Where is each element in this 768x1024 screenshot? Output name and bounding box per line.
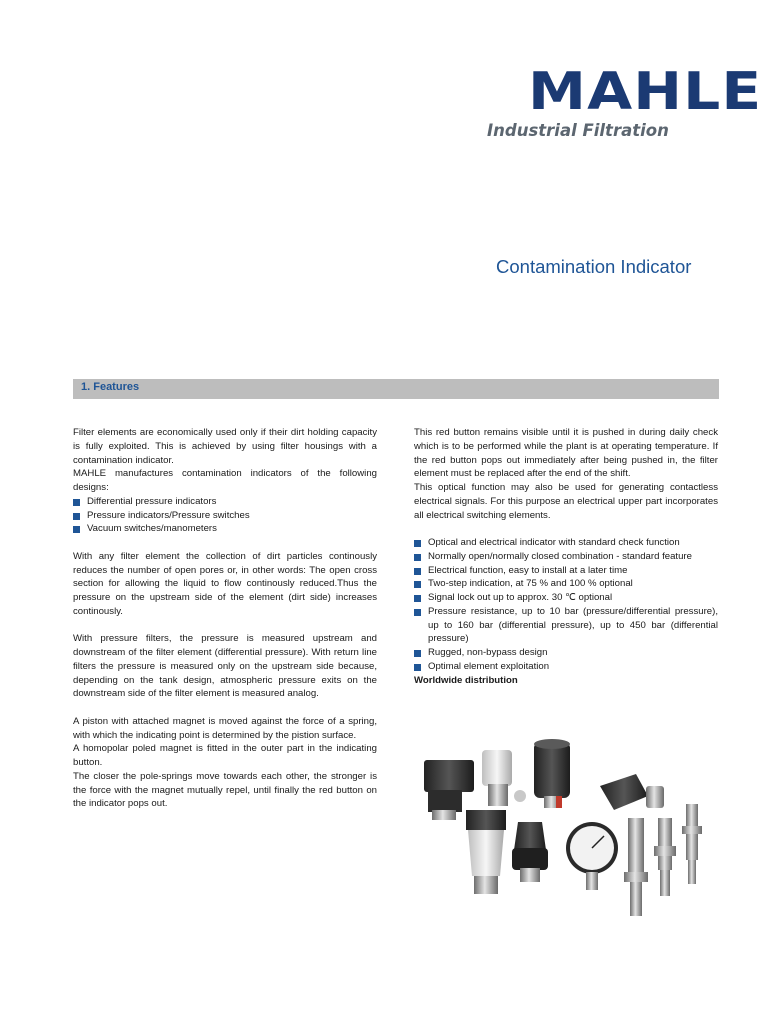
bullet-square-icon xyxy=(73,499,80,506)
paragraph: A homopolar poled magnet is fitted in the outer part in the indicating button. xyxy=(73,743,377,768)
design-list xyxy=(73,495,377,536)
list-item-label: Optical and electrical indicator with standard check function xyxy=(428,537,680,548)
document-title: Contamination Indicator xyxy=(496,256,692,277)
paragraph: MAHLE manufactures contamination indicators of the following designs: xyxy=(73,468,377,493)
bullet-square-icon xyxy=(414,650,421,657)
pressure-switch-icon xyxy=(466,810,506,894)
list-item-label: Electrical function, easy to install at a later time xyxy=(428,564,628,576)
metal-cartridge-icon xyxy=(654,818,676,896)
bullet-square-icon xyxy=(73,526,80,533)
list-item xyxy=(73,509,377,523)
list-item xyxy=(414,605,718,646)
distribution-heading: Worldwide distribution xyxy=(414,674,518,686)
paragraph: Filter elements are economically used only if their dirt holding capacity is fully exploited. This is achieved by using filter housings with a contamination indicator. xyxy=(73,427,377,466)
list-item xyxy=(414,591,718,605)
metal-cartridge-icon xyxy=(624,818,648,916)
bullet-square-icon xyxy=(414,554,421,561)
manometer-icon xyxy=(566,822,618,890)
list-item-label: Normally open/normally closed combination - standard feature xyxy=(428,550,692,562)
list-item-label: Differential pressure indicators xyxy=(87,495,217,507)
list-item xyxy=(414,577,718,591)
list-item-label: Pressure indicators/Pressure switches xyxy=(87,509,250,521)
paragraph: A piston with attached magnet is moved against the force of a spring, with which the indicating point is determined by the pistion surface. xyxy=(73,715,377,741)
bullet-square-icon xyxy=(73,513,80,520)
vented-indicator-icon xyxy=(512,822,548,882)
electrical-switch-icon xyxy=(600,774,664,810)
list-item xyxy=(414,564,718,578)
paragraph: This optical function may also be used for generating contactless electrical signals. For this purpose an electrical upper part incorporates all electrical switching elements. xyxy=(414,482,718,521)
list-item-label: Signal lock out up to approx. 30 ℃ optional xyxy=(428,592,613,603)
brand-logo: MAHLE xyxy=(528,62,763,122)
list-item-label: Rugged, non-bypass design xyxy=(428,647,548,658)
right-column xyxy=(414,426,718,687)
list-item xyxy=(414,660,718,674)
list-item xyxy=(73,522,377,536)
clear-indicator-icon xyxy=(482,750,526,806)
bullet-square-icon xyxy=(414,595,421,602)
paragraph: With pressure filters, the pressure is measured upstream and downstream of the filter element (differential pressure). With return line filters the pressure is measured only on the upstream side because, depending on the tank design, atmospheric pressure exits on the downstream side of the filter element is measured analog. xyxy=(73,633,377,700)
list-item-label: Pressure resistance, up to 10 bar (pressure/differential pressure), up to 160 bar (differential pressure), up to 450 bar (differential pressure) xyxy=(428,605,718,645)
tall-indicator-icon xyxy=(534,739,570,808)
list-item-label: Two-step indication, at 75 % and 100 % optional xyxy=(428,578,633,590)
bullet-square-icon xyxy=(414,581,421,588)
brand-subtitle: Industrial Filtration xyxy=(487,121,669,140)
section-heading: 1. Features xyxy=(81,381,140,393)
paragraph: The closer the pole-springs move towards each other, the stronger is the force with the magnet mutually repel, until finally the red button on the indicator pops out. xyxy=(73,770,377,810)
list-item xyxy=(414,646,718,660)
left-column xyxy=(73,426,377,811)
list-item-label: Vacuum switches/manometers xyxy=(87,523,217,535)
bullet-square-icon xyxy=(414,664,421,671)
list-item xyxy=(73,495,377,509)
product-photo xyxy=(414,726,720,922)
paragraph: With any filter element the collection of dirt particles continously reduces the number of open pores or, in other words: The open cross section for allowing the liquid to flow continously reduced.Thus the pressure on the upstream side of the element (dirt side) increases continously. xyxy=(73,550,377,617)
paragraph: This red button remains visible until it is pushed in during daily check which is to be performed while the plant is at operating temperature. If the red button pops out immediately after being pushed in, the filter element must be replaced after the end of the shift. xyxy=(414,427,718,480)
list-item xyxy=(414,536,718,550)
metal-cartridge-icon xyxy=(682,804,702,884)
bullet-square-icon xyxy=(414,540,421,547)
bullet-square-icon xyxy=(414,568,421,575)
list-item xyxy=(414,550,718,564)
bullet-square-icon xyxy=(414,609,421,616)
feature-list xyxy=(414,536,718,674)
list-item-label: Optimal element exploitation xyxy=(428,660,550,672)
section-header-bar xyxy=(73,379,719,399)
